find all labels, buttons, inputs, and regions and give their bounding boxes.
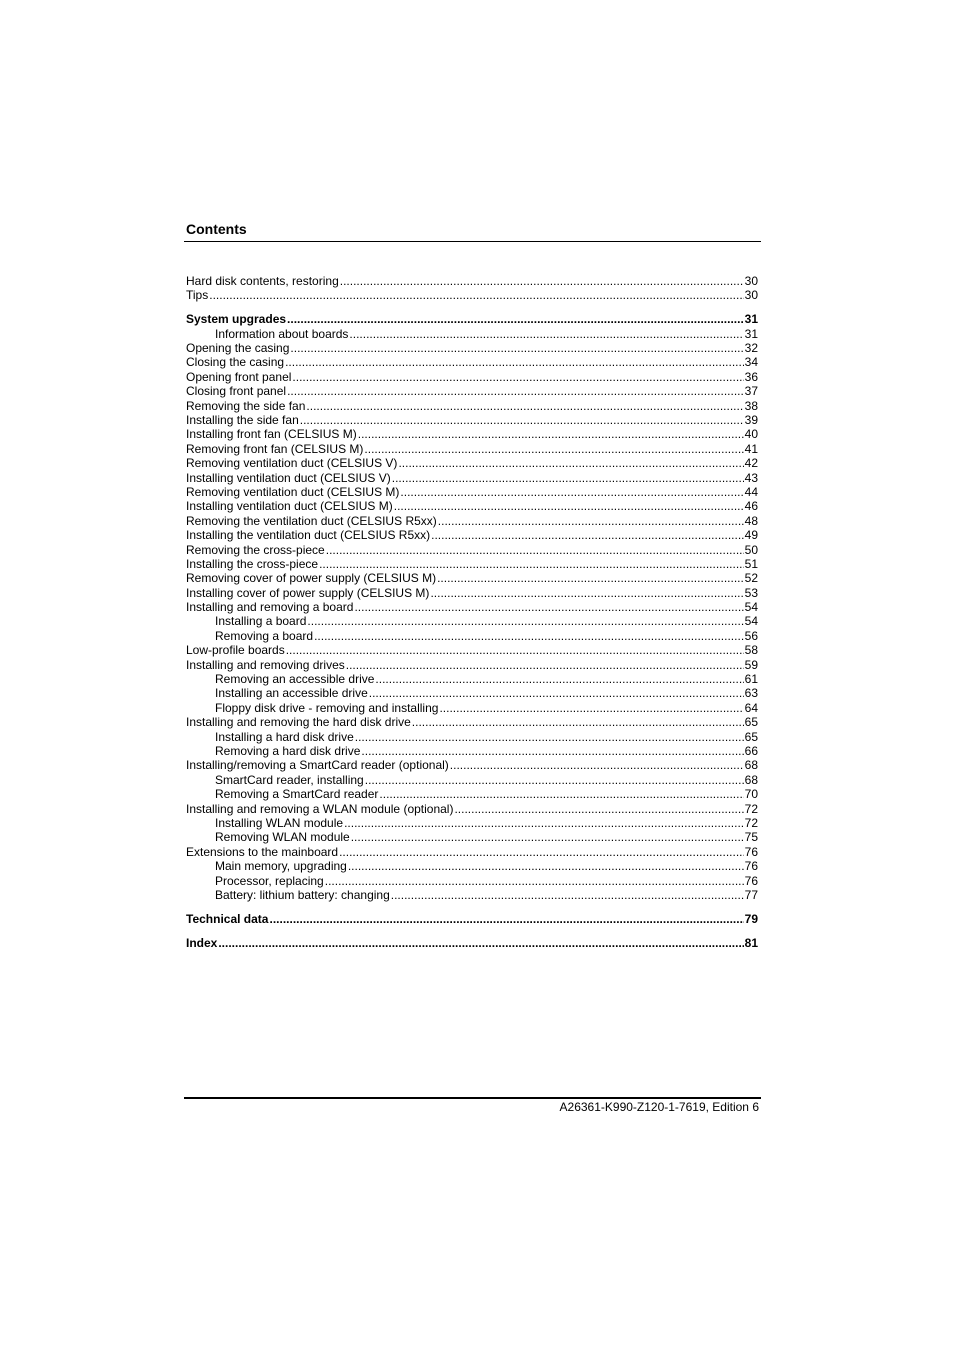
toc-entry-title: Installing/removing a SmartCard reader (optional) bbox=[186, 758, 449, 773]
toc-entry-page: 68 bbox=[744, 758, 758, 773]
dot-leader bbox=[450, 758, 744, 772]
toc-entry-page: 41 bbox=[744, 441, 758, 456]
dot-leader bbox=[287, 312, 744, 326]
dot-leader bbox=[454, 802, 743, 816]
dot-leader bbox=[412, 715, 744, 729]
toc-entry[interactable] bbox=[186, 730, 758, 744]
toc-entry-title: Installing WLAN module bbox=[215, 815, 344, 830]
toc-entry-title: Closing front panel bbox=[186, 384, 287, 399]
toc-entry-page: 59 bbox=[744, 657, 758, 672]
table-of-contents bbox=[186, 274, 758, 950]
toc-entry[interactable] bbox=[186, 288, 758, 302]
toc-entry-page: 61 bbox=[744, 672, 758, 687]
toc-entry[interactable] bbox=[186, 571, 758, 585]
toc-entry-title: Installing the side fan bbox=[186, 413, 299, 428]
toc-entry-page: 37 bbox=[744, 384, 758, 399]
toc-entry-page: 36 bbox=[744, 369, 758, 384]
toc-entry-title: Installing ventilation duct (CELSIUS V) bbox=[186, 470, 391, 485]
dot-leader bbox=[269, 912, 743, 926]
toc-entry[interactable] bbox=[186, 888, 758, 902]
toc-entry-page: 75 bbox=[744, 830, 758, 845]
toc-entry[interactable] bbox=[186, 499, 758, 513]
dot-leader bbox=[361, 744, 743, 758]
dot-leader bbox=[391, 888, 744, 902]
toc-entry[interactable] bbox=[186, 274, 758, 288]
toc-entry-title: Opening front panel bbox=[186, 369, 292, 384]
toc-entry[interactable] bbox=[186, 845, 758, 859]
toc-entry-page: 66 bbox=[744, 744, 758, 758]
toc-entry-title: Battery: lithium battery: changing bbox=[215, 887, 390, 902]
toc-entry-title: Installing and removing drives bbox=[186, 657, 345, 672]
toc-entry-title: Extensions to the mainboard bbox=[186, 844, 339, 859]
toc-entry[interactable] bbox=[186, 471, 758, 485]
toc-entry-title: Removing front fan (CELSIUS M) bbox=[186, 441, 364, 456]
toc-entry[interactable] bbox=[186, 543, 758, 557]
toc-entry-page: 49 bbox=[744, 528, 758, 543]
toc-entry[interactable] bbox=[186, 701, 758, 715]
toc-entry-page: 30 bbox=[744, 274, 758, 288]
toc-entry-page: 72 bbox=[744, 801, 758, 816]
toc-entry-page: 32 bbox=[744, 341, 758, 356]
toc-entry-page: 65 bbox=[744, 715, 758, 730]
toc-entry-title: Information about boards bbox=[215, 326, 349, 341]
toc-entry-title: Removing the ventilation duct (CELSIUS R5xx) bbox=[186, 513, 437, 528]
toc-entry-title: Installing a hard disk drive bbox=[215, 729, 354, 744]
toc-entry-title: Technical data bbox=[186, 911, 269, 926]
dot-leader bbox=[218, 936, 743, 950]
toc-entry-page: 79 bbox=[744, 911, 758, 926]
toc-entry[interactable] bbox=[186, 686, 758, 700]
toc-entry[interactable] bbox=[186, 341, 758, 355]
toc-entry-page: 34 bbox=[744, 355, 758, 370]
toc-entry-title: Installing and removing a WLAN module (optional) bbox=[186, 801, 454, 816]
toc-entry-page: 70 bbox=[744, 787, 758, 802]
toc-entry-title: Removing ventilation duct (CELSIUS M) bbox=[186, 484, 400, 499]
dot-leader bbox=[365, 773, 744, 787]
dot-leader bbox=[438, 514, 744, 528]
toc-entry-page: 81 bbox=[744, 935, 758, 950]
dot-leader bbox=[290, 341, 743, 355]
dot-leader bbox=[430, 586, 743, 600]
toc-entry[interactable] bbox=[186, 557, 758, 571]
toc-entry-title: Index bbox=[186, 935, 218, 950]
toc-entry-page: 48 bbox=[744, 513, 758, 528]
toc-entry-title: Installing the ventilation duct (CELSIUS R5xx) bbox=[186, 528, 431, 543]
toc-entry[interactable] bbox=[186, 399, 758, 413]
toc-entry[interactable] bbox=[186, 936, 758, 950]
dot-leader bbox=[358, 427, 744, 441]
dot-leader bbox=[375, 672, 743, 686]
toc-entry-title: Installing front fan (CELSIUS M) bbox=[186, 427, 357, 442]
toc-entry-title: Floppy disk drive - removing and installing bbox=[215, 700, 439, 715]
dot-leader bbox=[339, 845, 744, 859]
toc-entry[interactable] bbox=[186, 643, 758, 657]
toc-entry[interactable] bbox=[186, 413, 758, 427]
toc-entry[interactable] bbox=[186, 327, 758, 341]
toc-entry[interactable] bbox=[186, 370, 758, 384]
toc-entry-page: 43 bbox=[744, 470, 758, 485]
toc-entry-title: Removing a SmartCard reader bbox=[215, 787, 379, 802]
toc-entry[interactable] bbox=[186, 912, 758, 926]
toc-entry[interactable] bbox=[186, 773, 758, 787]
toc-entry-page: 72 bbox=[744, 815, 758, 830]
toc-entry[interactable] bbox=[186, 528, 758, 542]
toc-entry-title: Opening the casing bbox=[186, 341, 290, 356]
dot-leader bbox=[379, 787, 743, 801]
page-title: Contents bbox=[186, 221, 247, 237]
toc-entry-page: 52 bbox=[744, 571, 758, 586]
toc-entry-title: Closing the casing bbox=[186, 355, 285, 370]
dot-leader bbox=[364, 442, 743, 456]
toc-entry[interactable] bbox=[186, 758, 758, 772]
dot-leader bbox=[392, 471, 744, 485]
toc-entry-title: Removing WLAN module bbox=[215, 830, 350, 845]
dot-leader bbox=[431, 528, 744, 542]
dot-leader bbox=[344, 816, 744, 830]
toc-entry[interactable] bbox=[186, 312, 758, 326]
dot-leader bbox=[394, 499, 744, 513]
footer-doc-id: A26361-K990-Z120-1-7619, Edition 6 bbox=[559, 1100, 759, 1114]
dot-leader bbox=[349, 327, 743, 341]
toc-entry-page: 30 bbox=[744, 288, 758, 303]
toc-entry[interactable] bbox=[186, 816, 758, 830]
dot-leader bbox=[325, 874, 744, 888]
toc-entry-page: 68 bbox=[744, 772, 758, 787]
dot-leader bbox=[439, 701, 743, 715]
toc-entry-page: 31 bbox=[744, 326, 758, 341]
toc-entry-title: Removing a hard disk drive bbox=[215, 744, 361, 758]
header-rule bbox=[184, 241, 761, 242]
toc-entry-page: 39 bbox=[744, 413, 758, 428]
dot-leader bbox=[354, 600, 743, 614]
toc-entry[interactable] bbox=[186, 658, 758, 672]
dot-leader bbox=[314, 629, 744, 643]
toc-entry-page: 65 bbox=[744, 729, 758, 744]
toc-entry-title: Low-profile boards bbox=[186, 643, 285, 658]
toc-entry-page: 44 bbox=[744, 484, 758, 499]
dot-leader bbox=[209, 288, 743, 302]
dot-leader bbox=[292, 370, 743, 384]
toc-entry[interactable] bbox=[186, 442, 758, 456]
toc-entry-page: 58 bbox=[744, 643, 758, 658]
toc-entry[interactable] bbox=[186, 586, 758, 600]
toc-entry-title: Removing cover of power supply (CELSIUS M) bbox=[186, 571, 437, 586]
toc-entry[interactable] bbox=[186, 715, 758, 729]
toc-entry[interactable] bbox=[186, 427, 758, 441]
dot-leader bbox=[306, 399, 743, 413]
toc-entry-title: Main memory, upgrading bbox=[215, 859, 347, 874]
toc-entry-title: Removing a board bbox=[215, 628, 314, 643]
dot-leader bbox=[287, 384, 744, 398]
dot-leader bbox=[340, 274, 744, 288]
toc-entry-page: 54 bbox=[744, 614, 758, 629]
toc-entry[interactable] bbox=[186, 672, 758, 686]
dot-leader bbox=[369, 686, 744, 700]
toc-entry-page: 54 bbox=[744, 600, 758, 615]
toc-entry-page: 31 bbox=[744, 312, 758, 327]
toc-entry-title: System upgrades bbox=[186, 312, 287, 327]
toc-entry-title: SmartCard reader, installing bbox=[215, 772, 364, 787]
toc-entry[interactable] bbox=[186, 600, 758, 614]
dot-leader bbox=[348, 859, 744, 873]
toc-entry-page: 76 bbox=[744, 873, 758, 888]
dot-leader bbox=[286, 643, 744, 657]
toc-entry-page: 56 bbox=[744, 628, 758, 643]
toc-entry-page: 76 bbox=[744, 844, 758, 859]
toc-entry-title: Processor, replacing bbox=[215, 873, 324, 888]
toc-entry-title: Installing cover of power supply (CELSIUS M) bbox=[186, 585, 430, 600]
toc-entry-page: 42 bbox=[744, 456, 758, 471]
toc-entry-page: 46 bbox=[744, 499, 758, 514]
dot-leader bbox=[346, 658, 744, 672]
dot-leader bbox=[319, 557, 744, 571]
dot-leader bbox=[285, 355, 744, 369]
toc-entry-title: Installing ventilation duct (CELSIUS M) bbox=[186, 499, 393, 514]
dot-leader bbox=[400, 485, 743, 499]
toc-entry-title: Hard disk contents, restoring bbox=[186, 274, 339, 288]
toc-entry-title: Installing and removing the hard disk drive bbox=[186, 715, 411, 730]
toc-entry[interactable] bbox=[186, 355, 758, 369]
toc-entry-title: Installing an accessible drive bbox=[215, 686, 368, 701]
toc-entry-title: Installing a board bbox=[215, 614, 307, 629]
toc-entry-page: 64 bbox=[744, 700, 758, 715]
toc-entry[interactable] bbox=[186, 514, 758, 528]
dot-leader bbox=[398, 456, 743, 470]
toc-entry[interactable] bbox=[186, 384, 758, 398]
toc-entry-page: 76 bbox=[744, 859, 758, 874]
toc-entry[interactable] bbox=[186, 456, 758, 470]
toc-entry-page: 77 bbox=[744, 887, 758, 902]
dot-leader bbox=[355, 730, 744, 744]
toc-entry-page: 63 bbox=[744, 686, 758, 701]
toc-entry-title: Tips bbox=[186, 288, 209, 303]
toc-entry[interactable] bbox=[186, 802, 758, 816]
toc-entry-title: Installing the cross-piece bbox=[186, 556, 319, 571]
toc-entry[interactable] bbox=[186, 830, 758, 844]
dot-leader bbox=[326, 543, 744, 557]
dot-leader bbox=[307, 614, 743, 628]
toc-entry-title: Removing the cross-piece bbox=[186, 542, 325, 557]
toc-entry-title: Removing the side fan bbox=[186, 398, 306, 413]
toc-entry-title: Removing ventilation duct (CELSIUS V) bbox=[186, 456, 398, 471]
toc-entry[interactable] bbox=[186, 629, 758, 643]
toc-entry[interactable] bbox=[186, 859, 758, 873]
toc-entry[interactable] bbox=[186, 874, 758, 888]
dot-leader bbox=[351, 830, 744, 844]
toc-entry-page: 50 bbox=[744, 542, 758, 557]
toc-entry-page: 38 bbox=[744, 398, 758, 413]
toc-entry[interactable] bbox=[186, 787, 758, 801]
toc-entry[interactable] bbox=[186, 485, 758, 499]
toc-entry[interactable] bbox=[186, 614, 758, 628]
toc-entry-page: 51 bbox=[744, 556, 758, 571]
toc-entry-page: 40 bbox=[744, 427, 758, 442]
dot-leader bbox=[300, 413, 744, 427]
dot-leader bbox=[437, 571, 744, 585]
toc-entry[interactable] bbox=[186, 744, 758, 758]
toc-entry-title: Installing and removing a board bbox=[186, 600, 354, 615]
toc-entry-title: Removing an accessible drive bbox=[215, 672, 375, 687]
toc-entry-page: 53 bbox=[744, 585, 758, 600]
